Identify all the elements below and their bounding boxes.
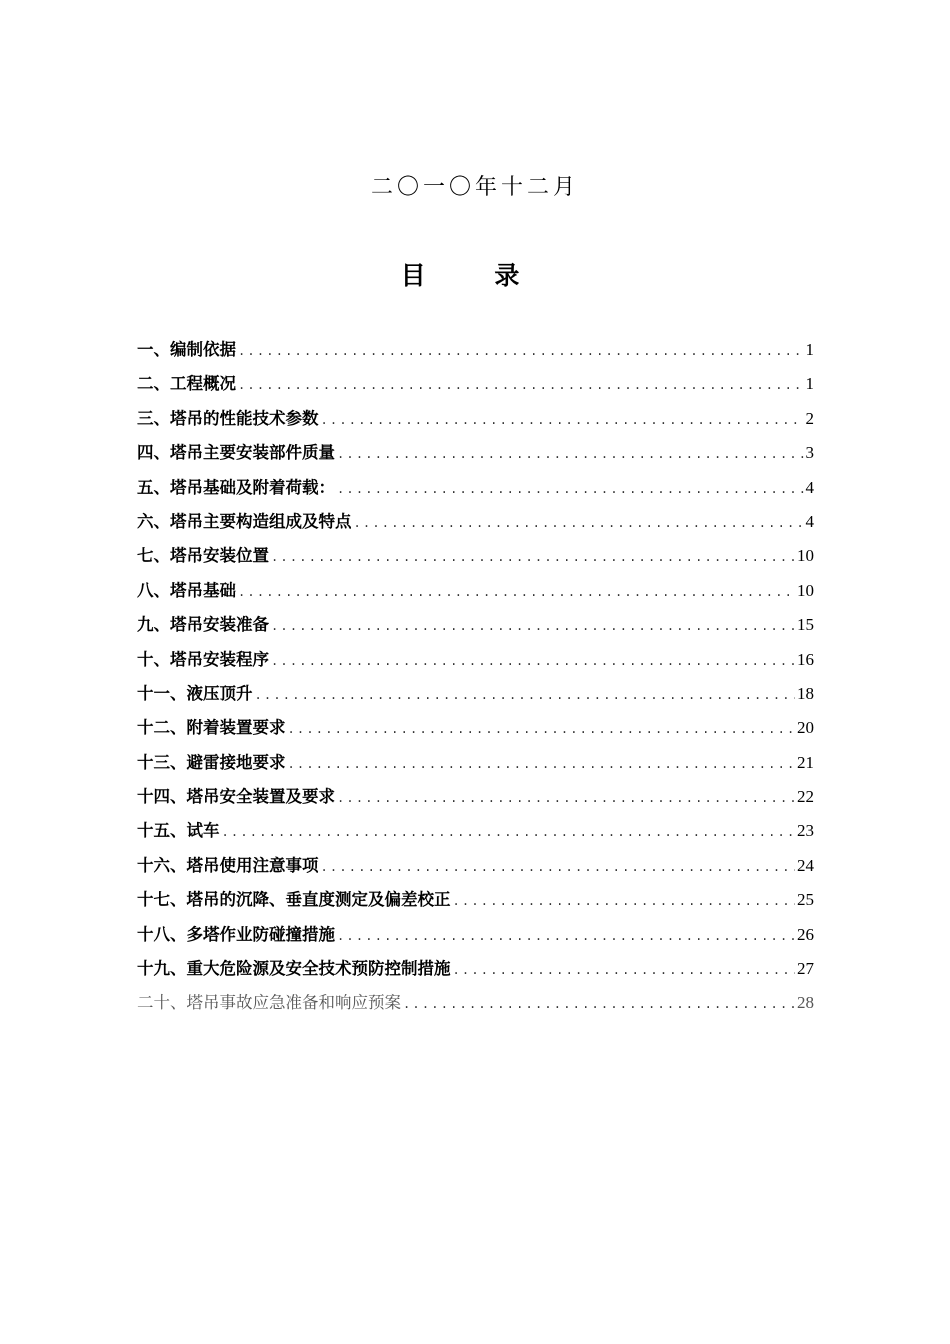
toc-entry-page: 10 xyxy=(797,546,814,566)
toc-dot-leader xyxy=(238,575,795,609)
toc-entry-page: 10 xyxy=(797,580,814,600)
toc-entry-label: 一、编制依据 xyxy=(137,340,236,359)
toc-entry-8[interactable] xyxy=(137,574,814,608)
toc-entry-label: 十三、避雷接地要求 xyxy=(137,752,286,772)
toc-entry-11[interactable] xyxy=(137,677,814,711)
toc-entry-3[interactable] xyxy=(137,402,814,436)
toc-entry-page: 3 xyxy=(805,443,814,463)
toc-entry-4[interactable] xyxy=(137,436,814,470)
toc-entry-label: 五、塔吊基础及附着荷载： xyxy=(137,477,335,497)
toc-entry-label: 九、塔吊安装准备 xyxy=(137,615,269,635)
toc-entry-label: 十八、多塔作业防碰撞措施 xyxy=(137,924,335,944)
toc-dot-leader xyxy=(271,609,795,643)
toc-entry-label: 四、塔吊主要安装部件质量 xyxy=(137,443,335,463)
toc-entry-label: 十、塔吊安装程序 xyxy=(137,649,269,669)
toc-dot-leader xyxy=(453,953,796,987)
toc-entry-page: 20 xyxy=(797,718,814,738)
toc-entry-label: 六、塔吊主要构造组成及特点 xyxy=(137,511,352,531)
toc-entry-15[interactable] xyxy=(137,814,814,848)
toc-dot-leader xyxy=(337,919,795,953)
toc-entry-19[interactable] xyxy=(137,952,814,986)
toc-entry-label: 八、塔吊基础 xyxy=(137,580,236,600)
toc-entry-page: 24 xyxy=(797,855,814,875)
toc-dot-leader xyxy=(321,403,804,437)
toc-entry-page: 21 xyxy=(797,752,814,772)
document-date: 二〇一〇年十二月 xyxy=(370,175,579,200)
toc-entry-page: 2 xyxy=(805,408,814,428)
toc-entry-label: 七、塔吊安装位置 xyxy=(137,546,269,566)
toc-entry-label: 十七、塔吊的沉降、垂直度测定及偏差校正 xyxy=(137,890,451,910)
toc-dot-leader xyxy=(238,334,804,368)
toc-dot-leader xyxy=(354,506,804,540)
toc-entry-page: 26 xyxy=(797,924,814,944)
toc-heading: 目 录 xyxy=(400,261,550,290)
toc-entry-page: 18 xyxy=(797,683,814,703)
table-of-contents xyxy=(137,333,814,1021)
toc-entry-1[interactable] xyxy=(137,333,814,367)
toc-entry-label: 二十、塔吊事故应急准备和响应预案 xyxy=(137,993,401,1013)
toc-entry-label: 十二、附着装置要求 xyxy=(137,718,286,738)
toc-entry-page: 1 xyxy=(805,340,814,359)
toc-entry-page: 15 xyxy=(797,615,814,635)
toc-entry-page: 22 xyxy=(797,787,814,807)
toc-entry-17[interactable] xyxy=(137,883,814,917)
toc-entry-18[interactable] xyxy=(137,918,814,952)
toc-entry-12[interactable] xyxy=(137,711,814,745)
toc-dot-leader xyxy=(403,987,795,1021)
toc-entry-page: 25 xyxy=(797,890,814,910)
toc-entry-6[interactable] xyxy=(137,505,814,539)
toc-entry-page: 1 xyxy=(805,374,814,394)
toc-entry-page: 23 xyxy=(797,821,814,841)
toc-entry-page: 4 xyxy=(805,477,814,497)
toc-entry-label: 二、工程概况 xyxy=(137,374,236,394)
toc-entry-page: 16 xyxy=(797,649,814,669)
toc-dot-leader xyxy=(271,644,795,678)
toc-entry-2[interactable] xyxy=(137,367,814,401)
toc-dot-leader xyxy=(337,437,804,471)
toc-dot-leader xyxy=(337,781,795,815)
toc-entry-7[interactable] xyxy=(137,539,814,573)
toc-entry-label: 十六、塔吊使用注意事项 xyxy=(137,855,319,875)
toc-dot-leader xyxy=(453,884,796,918)
toc-entry-page: 4 xyxy=(805,511,814,531)
toc-entry-14[interactable] xyxy=(137,780,814,814)
toc-entry-16[interactable] xyxy=(137,849,814,883)
toc-dot-leader xyxy=(321,850,796,884)
toc-entry-5[interactable] xyxy=(137,471,814,505)
toc-entry-label: 三、塔吊的性能技术参数 xyxy=(137,408,319,428)
toc-entry-page: 27 xyxy=(797,959,814,979)
toc-dot-leader xyxy=(288,747,796,781)
toc-entry-page: 28 xyxy=(797,993,814,1013)
toc-entry-label: 十一、液压顶升 xyxy=(137,683,253,703)
toc-dot-leader xyxy=(288,712,796,746)
toc-dot-leader xyxy=(255,678,796,712)
toc-entry-label: 十五、试车 xyxy=(137,821,220,841)
toc-entry-label: 十九、重大危险源及安全技术预防控制措施 xyxy=(137,959,451,979)
toc-entry-9[interactable] xyxy=(137,608,814,642)
toc-entry-13[interactable] xyxy=(137,746,814,780)
toc-entry-20[interactable] xyxy=(137,986,814,1020)
toc-dot-leader xyxy=(271,540,795,574)
toc-dot-leader xyxy=(337,472,804,506)
toc-entry-10[interactable] xyxy=(137,643,814,677)
toc-dot-leader xyxy=(238,368,804,402)
toc-entry-label: 十四、塔吊安全装置及要求 xyxy=(137,787,335,807)
toc-dot-leader xyxy=(222,815,796,849)
